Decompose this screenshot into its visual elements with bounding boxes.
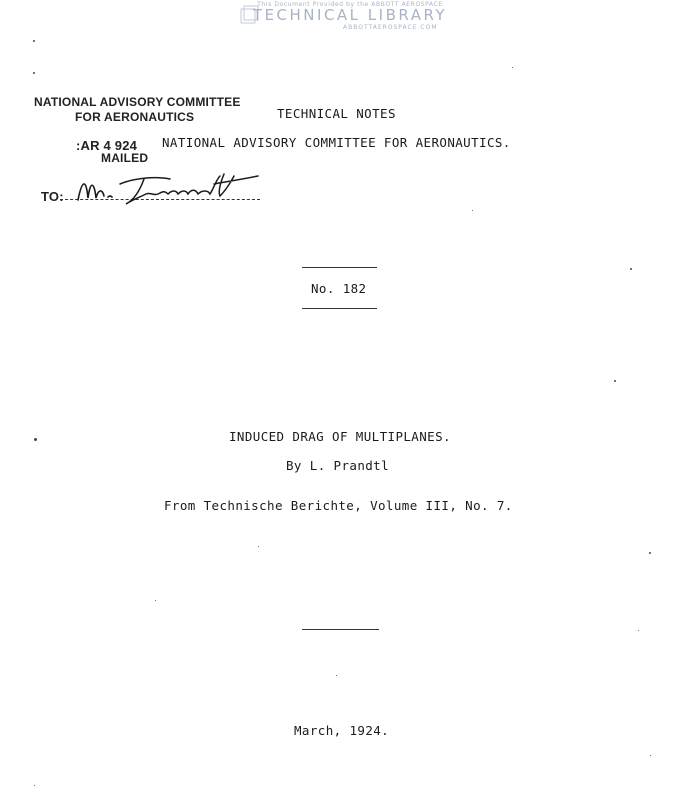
rule-above-number [302, 267, 377, 268]
author-line: By L. Prandtl [286, 458, 390, 473]
series-heading: TECHNICAL NOTES [277, 106, 396, 121]
organization-heading: NATIONAL ADVISORY COMMITTEE FOR AERONAUTICS. [162, 135, 511, 150]
watermark-title: TECHNICAL LIBRARY [252, 6, 448, 24]
rule-above-date [302, 629, 379, 630]
source-line: From Technische Berichte, Volume III, No. 7. [164, 498, 513, 513]
stamp-to-label: TO: [41, 189, 64, 204]
watermark-url: ABBOTTAEROSPACE.COM [343, 24, 438, 31]
stamp-date: :AR 4 924 [76, 138, 138, 153]
stamp-aeronautics-line: FOR AERONAUTICS [75, 110, 195, 124]
document-title: INDUCED DRAG OF MULTIPLANES. [229, 429, 451, 444]
note-number: No. 182 [311, 281, 367, 296]
stamp-committee-line: NATIONAL ADVISORY COMMITTEE [34, 95, 241, 109]
rule-below-number [302, 308, 377, 309]
publication-date: March, 1924. [294, 723, 390, 738]
handwritten-signature [74, 170, 279, 210]
stamp-mailed: MAILED [101, 151, 149, 165]
watermark-provider-text: This Document Provided by the ABBOTT AEROSPACE [257, 1, 443, 8]
